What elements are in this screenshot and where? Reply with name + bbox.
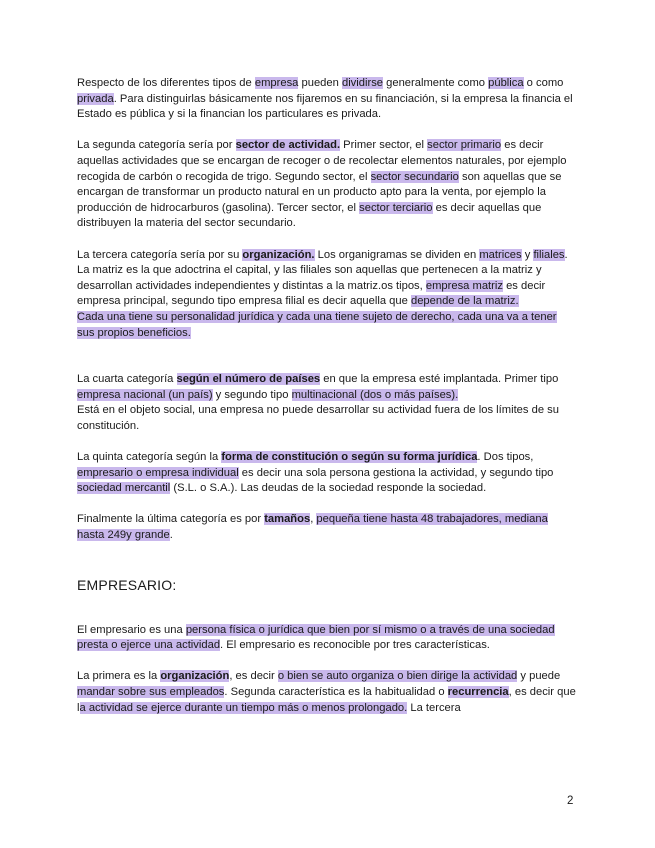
paragraph bbox=[77, 669, 577, 716]
text-run: , bbox=[310, 513, 317, 526]
text-run: . Segunda característica es la habitualidad o bbox=[224, 686, 448, 698]
highlighted-bold-term: sector de actividad. bbox=[235, 139, 341, 152]
text-run: . Para distinguirlas básicamente nos fijaremos en su financiación, si la empresa la financia el Estado es pública y si la financian los particulares es privada. bbox=[77, 92, 573, 121]
highlighted-text: sector primario bbox=[427, 139, 502, 152]
highlighted-bold-term: organización bbox=[160, 670, 230, 683]
text-run: . La matriz es la que adoctrina el capital, y las filiales son aquellas que pertenecen a la matriz y desarrollan actividades independientes y distintas a la matriz.os tipos, bbox=[77, 248, 568, 292]
highlighted-text: empresa nacional (un país) bbox=[77, 388, 213, 401]
text-run: y bbox=[521, 248, 534, 261]
text-run: La cuarta categoría bbox=[77, 373, 177, 386]
text-run: son aquellas que se encargan de transformar un producto natural en un producto apto para la venta, por ejemplo la producción de hidrocarburos (gasolina). Tercer sector, el bbox=[77, 170, 562, 214]
highlighted-text: filiales bbox=[533, 248, 565, 261]
highlighted-bold-term: organización. bbox=[242, 248, 315, 261]
highlighted-text: matrices bbox=[479, 248, 522, 261]
paragraph bbox=[77, 450, 577, 497]
text-run: La segunda categoría sería por bbox=[77, 139, 236, 152]
text-run: El empresario es una bbox=[77, 623, 186, 636]
text-run: La quinta categoría según la bbox=[77, 451, 222, 464]
text-run: La tercera categoría sería por su bbox=[77, 248, 243, 261]
highlighted-text: empresario o empresa individual bbox=[77, 466, 239, 479]
text-run: Respecto de los diferentes tipos de bbox=[77, 77, 255, 89]
highlighted-text: dividirse bbox=[341, 77, 384, 89]
section-heading: EMPRESARIO: bbox=[77, 576, 177, 593]
text-run: y puede bbox=[517, 670, 561, 683]
highlighted-text: mandar sobre sus empleados bbox=[77, 686, 225, 698]
text-run: . bbox=[169, 529, 173, 542]
highlighted-bold-term: forma de constitución o según su forma jurídica bbox=[221, 451, 478, 464]
text-run: La primera es la bbox=[77, 670, 161, 683]
highlighted-bold-term: tamaños bbox=[264, 513, 311, 526]
text-run: y segundo tipo bbox=[212, 388, 292, 401]
text-run: (S.L. o S.A.). Las deudas de la sociedad responde la sociedad. bbox=[170, 482, 487, 495]
highlighted-text: empresa bbox=[254, 77, 299, 89]
text-run: es decir empresa principal, segundo tipo empresa filial es decir aquella que bbox=[77, 279, 546, 308]
document-body bbox=[77, 76, 577, 732]
highlighted-text: empresa matriz bbox=[425, 279, 503, 292]
highlighted-text: multinacional (dos o más países). bbox=[291, 388, 459, 401]
highlighted-text: depende de la matriz. bbox=[410, 295, 519, 308]
highlighted-bold-term: según el número de países bbox=[176, 373, 321, 386]
text-run: . Dos tipos, bbox=[477, 451, 534, 464]
highlighted-text: persona física o jurídica que bien por sí mismo o a través de una sociedad presta o ejerce una actividad bbox=[77, 623, 555, 652]
text-run: pueden bbox=[298, 77, 342, 89]
highlighted-text: privada bbox=[77, 92, 114, 105]
paragraph bbox=[77, 248, 577, 342]
highlighted-text: a actividad se ejerce durante un tiempo más o menos prolongado. bbox=[79, 701, 408, 714]
highlighted-text: Cada una tiene su personalidad jurídica y cada una tiene sujeto de derecho, cada una va a tener sus propios beneficios. bbox=[77, 310, 557, 339]
highlighted-text: pública bbox=[488, 77, 524, 89]
paragraph bbox=[77, 76, 577, 123]
paragraph bbox=[77, 512, 577, 543]
text-run: Finalmente la última categoría es por bbox=[77, 513, 265, 526]
text-run: o como bbox=[523, 77, 564, 89]
paragraph bbox=[77, 372, 577, 434]
paragraph bbox=[77, 138, 577, 232]
text-run: generalmente como bbox=[383, 77, 489, 89]
text-run: , es decir que l bbox=[77, 686, 576, 714]
text-run: Los organigramas se dividen en bbox=[314, 248, 480, 261]
text-run: es decir aquellas que distribuyen la materia del sector secundario. bbox=[77, 201, 542, 230]
text-run: es decir aquellas actividades que se encargan de recoger o de recolectar elementos naturales, por ejemplo recogida de carbón o recogida de trigo. Segundo sector, el bbox=[77, 139, 567, 183]
page-number: 2 bbox=[567, 795, 574, 807]
highlighted-text: o bien se auto organiza o bien dirige la actividad bbox=[277, 670, 518, 683]
highlighted-text: sector terciario bbox=[359, 201, 433, 214]
text-run: es decir una sola persona gestiona la actividad, y segundo tipo bbox=[238, 466, 554, 479]
text-run: Primer sector, el bbox=[340, 139, 428, 152]
text-run: en que la empresa esté implantada. Primer tipo bbox=[320, 373, 559, 386]
text-run: . El empresario es reconocible por tres características. bbox=[220, 639, 490, 652]
highlighted-text: sociedad mercantil bbox=[77, 482, 171, 495]
text-run: La tercera bbox=[407, 701, 461, 714]
text-run: , es decir bbox=[229, 670, 278, 683]
paragraph bbox=[77, 623, 577, 654]
text-run: Está en el objeto social, una empresa no puede desarrollar su actividad fuera de los límites de su constitución. bbox=[77, 404, 559, 432]
highlighted-text: sector secundario bbox=[370, 170, 459, 183]
highlighted-bold-term: recurrencia bbox=[447, 686, 509, 698]
highlighted-text: pequeña tiene hasta 48 trabajadores, mediana hasta 249y grande bbox=[77, 513, 548, 542]
